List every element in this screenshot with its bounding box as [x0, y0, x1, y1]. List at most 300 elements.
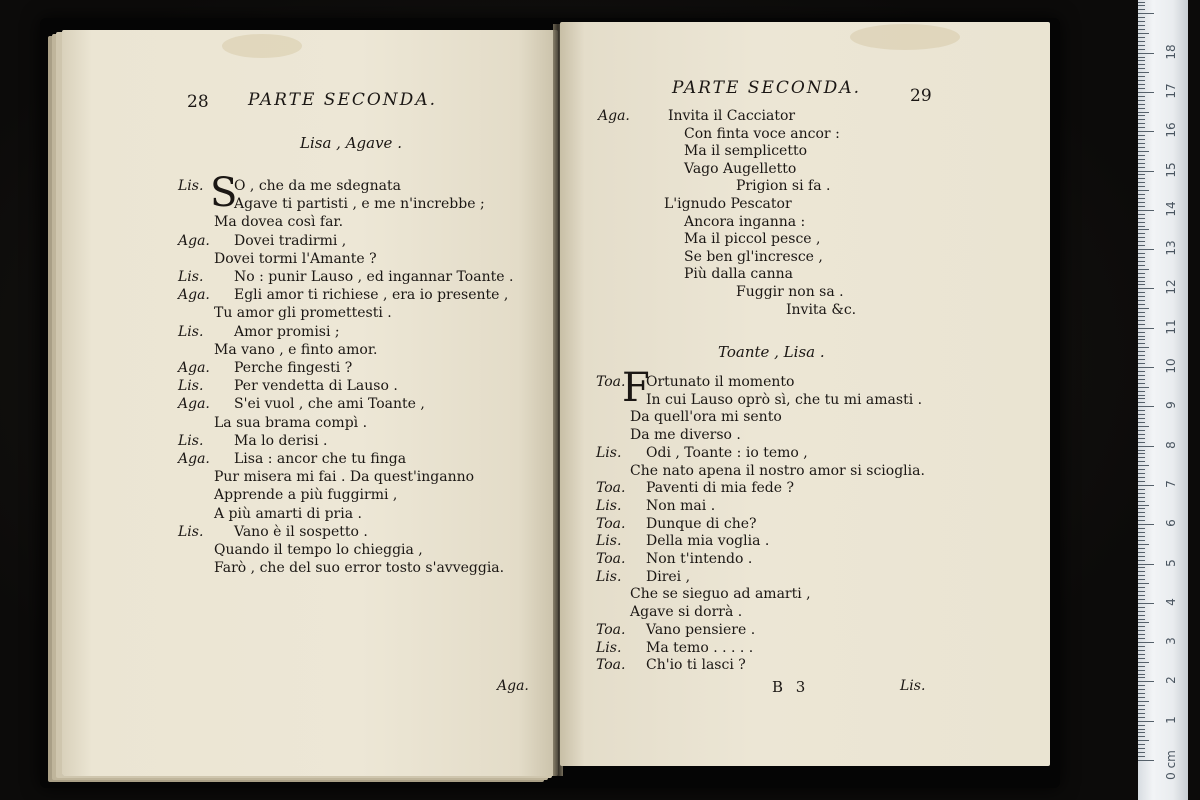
ruler-tick — [1138, 677, 1145, 678]
ruler-tick — [1138, 269, 1149, 270]
ruler-number: 5 — [1164, 558, 1178, 567]
ruler-tick — [1138, 579, 1145, 580]
speaker-label: Lis. — [596, 639, 622, 656]
ruler-tick — [1138, 29, 1145, 30]
verse-line: Non t'intendo . — [646, 551, 753, 567]
ruler-number: 18 — [1164, 43, 1178, 60]
verse-line: Tu amor gli promettesti . — [214, 305, 392, 322]
ruler-tick — [1138, 312, 1145, 313]
ruler-tick — [1138, 261, 1145, 262]
ruler-tick — [1138, 705, 1145, 706]
ruler-tick — [1138, 25, 1145, 26]
ruler-tick — [1138, 64, 1145, 65]
ruler-tick — [1138, 701, 1149, 702]
running-head: PARTE SECONDA. — [248, 90, 437, 110]
ruler-tick — [1138, 60, 1145, 61]
speaker-label: Toa. — [596, 515, 626, 532]
left-page — [62, 30, 558, 776]
ruler-tick — [1138, 532, 1145, 533]
speaker-label: Aga. — [178, 232, 210, 249]
ruler-number: 4 — [1164, 597, 1178, 606]
ruler-tick — [1138, 670, 1145, 671]
speaker-label: Toa. — [596, 551, 626, 567]
verse-line: Dunque di che? — [646, 515, 757, 532]
ruler-tick — [1138, 139, 1145, 140]
ruler-tick — [1138, 363, 1145, 364]
ruler-tick — [1138, 178, 1145, 179]
ruler-tick — [1138, 461, 1145, 462]
drop-cap: F — [622, 365, 650, 411]
ruler-tick — [1138, 347, 1149, 348]
ruler-tick — [1138, 92, 1154, 93]
ruler-tick — [1138, 571, 1145, 572]
ruler-tick — [1138, 351, 1145, 352]
ruler-tick — [1138, 115, 1145, 116]
ruler-tick — [1138, 186, 1145, 187]
ruler-tick — [1138, 426, 1149, 427]
ruler-tick — [1138, 638, 1145, 639]
verse-line: L'ignudo Pescator — [664, 196, 792, 212]
ruler-tick — [1138, 104, 1145, 105]
ruler-tick — [1138, 524, 1154, 525]
ruler-number: 10 — [1164, 358, 1178, 374]
ruler-tick — [1138, 100, 1145, 101]
ruler-tick — [1138, 190, 1149, 191]
ruler-tick — [1138, 237, 1145, 238]
ruler-tick — [1138, 465, 1149, 466]
scene-title: Lisa , Agave . — [300, 134, 402, 152]
paper-stain — [850, 24, 960, 50]
ruler-tick — [1138, 49, 1145, 50]
ruler-number: 2 — [1164, 676, 1178, 685]
ruler-tick — [1138, 53, 1154, 54]
ruler-tick — [1138, 194, 1145, 195]
verse-line: Con finta voce ancor : — [684, 125, 840, 142]
speaker-label: Toa. — [596, 621, 626, 638]
ruler-tick — [1138, 725, 1145, 726]
ruler-tick — [1138, 379, 1145, 380]
ruler-tick — [1138, 296, 1145, 297]
verse-line: A più amarti di pria . — [214, 505, 362, 522]
ruler-tick — [1138, 5, 1145, 6]
ruler-tick — [1138, 304, 1145, 305]
verse-line: Da quell'ora mi sento — [630, 409, 782, 426]
ruler-tick — [1138, 84, 1145, 85]
ruler-tick — [1138, 615, 1145, 616]
ruler-tick — [1138, 729, 1145, 730]
speaker-label: Lis. — [596, 497, 622, 514]
speaker-label: Lis. — [178, 269, 204, 285]
drop-cap: S — [210, 170, 238, 216]
ruler-tick — [1138, 21, 1145, 22]
ruler-tick — [1138, 622, 1149, 623]
ruler-tick — [1138, 2, 1145, 3]
ruler-tick — [1138, 375, 1145, 376]
ruler-tick — [1138, 619, 1145, 620]
ruler-tick — [1138, 214, 1145, 215]
ruler-tick — [1138, 159, 1145, 160]
ruler-tick — [1138, 308, 1149, 309]
ruler-tick — [1138, 674, 1145, 675]
ruler-number: 9 — [1164, 401, 1178, 410]
verse-line: Perche fingesti ? — [234, 360, 353, 376]
ruler-tick — [1138, 642, 1154, 643]
ruler-tick — [1138, 650, 1145, 651]
ruler-tick — [1138, 493, 1145, 494]
ruler-tick — [1138, 206, 1145, 207]
ruler-tick — [1138, 666, 1145, 667]
ruler-tick — [1138, 575, 1145, 576]
ruler-tick — [1138, 123, 1145, 124]
ruler-tick — [1138, 556, 1145, 557]
ruler-tick — [1138, 469, 1145, 470]
ruler-tick — [1138, 198, 1145, 199]
ruler-tick — [1138, 536, 1145, 537]
ruler-unit-label: 0 cm — [1164, 750, 1178, 780]
ruler-tick — [1138, 508, 1145, 509]
ruler-tick — [1138, 414, 1145, 415]
ruler-tick — [1138, 713, 1145, 714]
ruler-number: 6 — [1164, 519, 1178, 528]
ruler-tick — [1138, 391, 1145, 392]
ruler-tick — [1138, 233, 1145, 234]
paper-stain — [222, 34, 302, 58]
ruler-tick — [1138, 336, 1145, 337]
verse-line: Ancora inganna : — [684, 213, 806, 230]
ruler-tick — [1138, 151, 1149, 152]
ruler-tick — [1138, 485, 1154, 486]
ruler-tick — [1138, 540, 1145, 541]
ruler-tick — [1138, 567, 1145, 568]
verse-line: Pur misera mi fai . Da quest'inganno — [214, 469, 475, 486]
ruler-tick — [1138, 226, 1145, 227]
ruler-tick — [1138, 398, 1145, 399]
ruler-tick — [1138, 709, 1145, 710]
speaker-label: Lis. — [596, 568, 622, 585]
verse-line: Prigion si fa . — [736, 178, 831, 195]
ruler-tick — [1138, 367, 1154, 368]
ruler-number: 3 — [1164, 637, 1178, 645]
ruler-tick — [1138, 611, 1145, 612]
ruler-tick — [1138, 418, 1145, 419]
ruler-number: 13 — [1164, 240, 1178, 256]
ruler-tick — [1138, 717, 1145, 718]
ruler-tick — [1138, 626, 1145, 627]
ruler-tick — [1138, 453, 1145, 454]
ruler-tick — [1138, 210, 1154, 211]
verse-line: Dovei tradirmi , — [234, 232, 347, 249]
verse-line: No : punir Lauso , ed ingannar Toante . — [234, 269, 514, 285]
ruler-tick — [1138, 355, 1145, 356]
verse-line: Agave ti partisti , e me n'increbbe ; — [234, 196, 485, 213]
ruler-tick — [1138, 174, 1145, 175]
ruler-tick — [1138, 505, 1149, 506]
ruler-tick — [1138, 516, 1145, 517]
ruler-tick — [1138, 359, 1145, 360]
ruler-tick — [1138, 300, 1145, 301]
speaker-label: Aga. — [178, 451, 210, 467]
verse-line: Agave si dorrà . — [630, 604, 743, 621]
catchword: Lis. — [900, 678, 926, 694]
ruler-tick — [1138, 693, 1145, 694]
ruler-tick — [1138, 202, 1145, 203]
ruler-tick — [1138, 477, 1145, 478]
ruler-tick — [1138, 697, 1145, 698]
ruler-tick — [1138, 328, 1154, 329]
ruler-tick — [1138, 277, 1145, 278]
ruler-tick — [1138, 438, 1145, 439]
verse-line: Invita il Cacciator — [668, 108, 796, 124]
verse-line: Ma lo derisi . — [234, 432, 328, 449]
ruler-tick — [1138, 265, 1145, 266]
verse-line: Che nato apena il nostro amor si scioglia. — [630, 462, 925, 479]
speaker-label: Aga. — [178, 287, 210, 304]
verse-line: Non mai . — [646, 497, 716, 514]
ruler-tick — [1138, 646, 1145, 647]
verse-line: Ma vano , e finto amor. — [214, 341, 378, 358]
ruler-tick — [1138, 736, 1145, 737]
ruler-tick — [1138, 654, 1145, 655]
ruler-tick — [1138, 68, 1145, 69]
signature-mark: B 3 — [772, 678, 810, 696]
ruler-tick — [1138, 241, 1145, 242]
ruler-tick — [1138, 501, 1145, 502]
ruler-tick — [1138, 96, 1145, 97]
verse-line: O , che da me sdegnata — [234, 178, 401, 194]
ruler-tick — [1138, 512, 1145, 513]
verse-line: S'ei vuol , che ami Toante , — [234, 396, 425, 413]
speaker-label: Lis. — [178, 378, 204, 395]
ruler-tick — [1138, 171, 1154, 172]
ruler-number: 17 — [1164, 83, 1178, 99]
ruler-tick — [1138, 681, 1154, 682]
running-head: PARTE SECONDA. — [672, 78, 861, 98]
ruler-tick — [1138, 760, 1154, 761]
ruler-tick — [1138, 339, 1145, 340]
ruler-tick — [1138, 281, 1145, 282]
verse-line: Vano pensiere . — [646, 621, 756, 638]
verse-line: Per vendetta di Lauso . — [234, 378, 398, 395]
ruler-tick — [1138, 33, 1149, 34]
ruler-tick — [1138, 528, 1145, 529]
measurement-ruler — [1138, 0, 1188, 800]
verse-line: Più dalla canna — [684, 266, 793, 283]
ruler-tick — [1138, 402, 1145, 403]
verse-line: Che se sieguo ad amarti , — [630, 586, 811, 603]
ruler-tick — [1138, 80, 1145, 81]
ruler-tick — [1138, 135, 1145, 136]
ruler-tick — [1138, 273, 1145, 274]
ruler-tick — [1138, 497, 1145, 498]
ruler-tick — [1138, 658, 1145, 659]
ruler-tick — [1138, 249, 1154, 250]
ruler-tick — [1138, 481, 1145, 482]
ruler-tick — [1138, 324, 1145, 325]
ruler-tick — [1138, 410, 1145, 411]
ruler-tick — [1138, 489, 1145, 490]
ruler-tick — [1138, 9, 1145, 10]
ruler-tick — [1138, 422, 1145, 423]
speaker-label: Lis. — [178, 323, 204, 340]
ruler-tick — [1138, 88, 1145, 89]
ruler-number: 12 — [1164, 279, 1178, 296]
ruler-tick — [1138, 430, 1145, 431]
verse-line: Ma dovea così far. — [214, 214, 344, 231]
verse-line: Egli amor ti richiese , era io presente , — [234, 287, 509, 304]
speaker-label: Toa. — [596, 657, 626, 674]
ruler-tick — [1138, 552, 1145, 553]
verse-line: Se ben gl'incresce , — [684, 248, 823, 265]
ruler-tick — [1138, 744, 1145, 745]
speaker-label: Aga. — [178, 396, 210, 413]
ruler-tick — [1138, 288, 1154, 289]
ruler-tick — [1138, 222, 1145, 223]
ruler-tick — [1138, 748, 1145, 749]
ruler-tick — [1138, 387, 1149, 388]
verse-line: Ortunato il momento — [646, 374, 795, 390]
ruler-tick — [1138, 689, 1145, 690]
ruler-tick — [1138, 41, 1145, 42]
ruler-number: 14 — [1164, 201, 1178, 217]
ruler-tick — [1138, 284, 1145, 285]
speaker-label: Lis. — [178, 523, 204, 540]
ruler-tick — [1138, 37, 1145, 38]
ruler-number: 11 — [1164, 319, 1178, 335]
ruler-tick — [1138, 732, 1145, 733]
ruler-tick — [1138, 163, 1145, 164]
ruler-tick — [1138, 371, 1145, 372]
ruler-tick — [1138, 13, 1154, 14]
ruler-tick — [1138, 108, 1145, 109]
ruler-tick — [1138, 450, 1145, 451]
ruler-tick — [1138, 182, 1145, 183]
ruler-tick — [1138, 630, 1145, 631]
ruler-tick — [1138, 564, 1154, 565]
verse-line: Farò , che del suo error tosto s'avveggia. — [214, 560, 505, 577]
verse-line: In cui Lauso oprò sì, che tu mi amasti . — [646, 391, 923, 408]
ruler-tick — [1138, 685, 1145, 686]
ruler-tick — [1138, 599, 1145, 600]
ruler-tick — [1138, 662, 1149, 663]
ruler-tick — [1138, 332, 1145, 333]
ruler-tick — [1138, 245, 1145, 246]
verse-line: Ma il semplicetto — [684, 143, 808, 160]
verse-line: Apprende a più fuggirmi , — [214, 487, 398, 504]
ruler-tick — [1138, 544, 1149, 545]
speaker-label: Toa. — [596, 480, 626, 497]
speaker-label: Aga. — [598, 108, 630, 124]
ruler-tick — [1138, 112, 1149, 113]
ruler-tick — [1138, 434, 1145, 435]
verse-line: Invita &c. — [786, 301, 857, 318]
verse-line: Ma il piccol pesce , — [684, 231, 821, 248]
verse-line: Ma temo . . . . . — [646, 639, 754, 656]
ruler-tick — [1138, 473, 1145, 474]
verse-line: Della mia voglia . — [646, 533, 770, 550]
ruler-tick — [1138, 520, 1145, 521]
ruler-tick — [1138, 45, 1145, 46]
ruler-tick — [1138, 740, 1149, 741]
scene-title: Toante , Lisa . — [718, 343, 825, 361]
ruler-tick — [1138, 218, 1145, 219]
verse-line: Fuggir non sa . — [736, 284, 844, 300]
ruler-tick — [1138, 457, 1145, 458]
ruler-tick — [1138, 57, 1145, 58]
ruler-tick — [1138, 147, 1145, 148]
ruler-tick — [1138, 131, 1154, 132]
ruler-number: 8 — [1164, 440, 1178, 449]
ruler-tick — [1138, 76, 1145, 77]
ruler-tick — [1138, 607, 1145, 608]
ruler-number: 16 — [1164, 122, 1178, 138]
speaker-label: Lis. — [596, 444, 622, 461]
right-page — [560, 22, 1050, 766]
ruler-tick — [1138, 591, 1145, 592]
ruler-tick — [1138, 442, 1145, 443]
ruler-tick — [1138, 446, 1154, 447]
ruler-tick — [1138, 72, 1149, 73]
verse-line: La sua brama compì . — [214, 414, 368, 431]
ruler-tick — [1138, 155, 1145, 156]
ruler-tick — [1138, 257, 1145, 258]
speaker-label: Lis. — [596, 533, 622, 550]
verse-line: Quando il tempo lo chieggia , — [214, 542, 423, 558]
ruler-tick — [1138, 395, 1145, 396]
ruler-tick — [1138, 756, 1145, 757]
ruler-tick — [1138, 587, 1145, 588]
ruler-tick — [1138, 17, 1145, 18]
ruler-tick — [1138, 548, 1145, 549]
ruler-tick — [1138, 583, 1149, 584]
ruler-tick — [1138, 595, 1145, 596]
verse-line: Vago Augelletto — [684, 160, 797, 177]
ruler-tick — [1138, 603, 1154, 604]
verse-line: Direi , — [646, 568, 691, 585]
ruler-number: 7 — [1164, 480, 1178, 488]
page-number: 28 — [187, 92, 209, 112]
speaker-label: Lis. — [178, 178, 204, 194]
ruler-number: 1 — [1164, 715, 1178, 724]
verse-line: Lisa : ancor che tu finga — [234, 451, 407, 467]
ruler-tick — [1138, 253, 1145, 254]
speaker-label: Aga. — [178, 360, 210, 376]
ruler-tick — [1138, 119, 1145, 120]
ruler-tick — [1138, 127, 1145, 128]
verse-line: Odi , Toante : io temo , — [646, 444, 808, 461]
verse-line: Dovei tormi l'Amante ? — [214, 250, 377, 267]
verse-line: Paventi di mia fede ? — [646, 480, 795, 497]
ruler-tick — [1138, 721, 1154, 722]
ruler-tick — [1138, 143, 1145, 144]
ruler-tick — [1138, 383, 1145, 384]
ruler-tick — [1138, 634, 1145, 635]
speaker-label: Toa. — [596, 374, 626, 390]
catchword: Aga. — [497, 678, 529, 694]
ruler-tick — [1138, 343, 1145, 344]
speaker-label: Lis. — [178, 432, 204, 449]
verse-line: Vano è il sospetto . — [234, 523, 368, 540]
page-number: 29 — [910, 86, 932, 106]
ruler-tick — [1138, 229, 1149, 230]
ruler-tick — [1138, 560, 1145, 561]
ruler-tick — [1138, 406, 1154, 407]
verse-line: Amor promisi ; — [234, 323, 340, 340]
ruler-tick — [1138, 320, 1145, 321]
verse-line: Ch'io ti lasci ? — [646, 657, 746, 674]
ruler-tick — [1138, 167, 1145, 168]
verse-line: Da me diverso . — [630, 427, 741, 444]
ruler-number: 15 — [1164, 161, 1178, 178]
